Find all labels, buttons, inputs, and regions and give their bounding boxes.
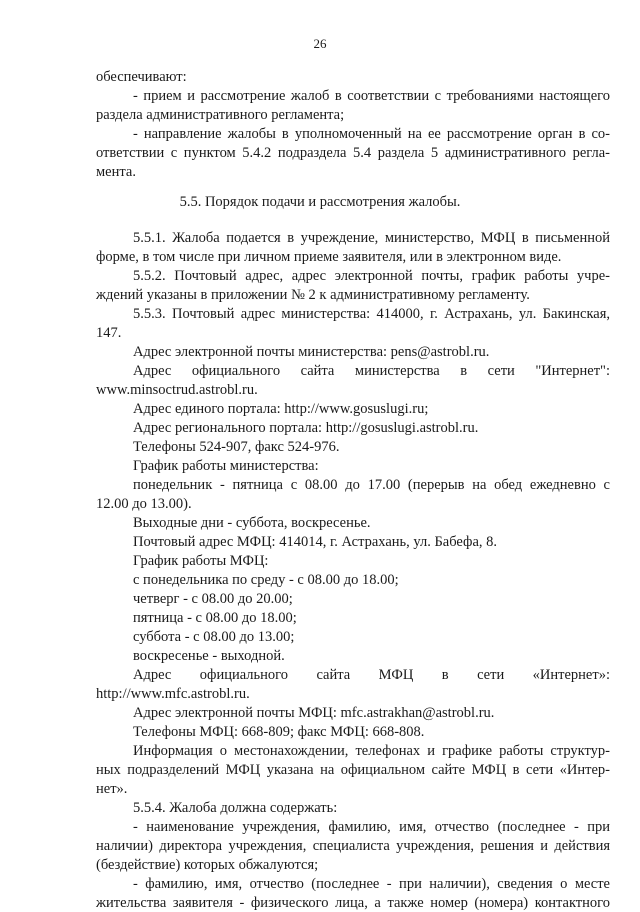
text-line: 147. <box>96 325 122 341</box>
text-line: 5.5.4. Жалоба должна содержать: <box>133 800 338 816</box>
text-line: График работы министерства: <box>133 458 319 474</box>
section-heading: 5.5. Порядок подачи и рассмотрения жалобы. <box>179 194 461 210</box>
text-line: 5.5.3. Почтовый адрес министерства: 414000, г. Астрахань, ул. Бакинская, <box>133 306 610 322</box>
text-line: обеспечивают: <box>96 69 187 85</box>
text-line: суббота - с 08.00 до 13.00; <box>133 629 295 645</box>
text-line: нет». <box>96 781 128 797</box>
text-line: понедельник - пятница с 08.00 до 17.00 (перерыв на обед ежедневно с <box>133 477 610 493</box>
text-line: - фамилию, имя, отчество (последнее - при наличии), сведения о месте <box>133 876 610 892</box>
text-line: Почтовый адрес МФЦ: 414014, г. Астрахань, ул. Бабефа, 8. <box>133 534 498 550</box>
text-line: Адрес официального сайта министерства в сети "Интернет": <box>133 363 610 379</box>
text-line: www.minsoctrud.astrobl.ru. <box>96 382 258 398</box>
text-line: Телефоны 524-907, факс 524-976. <box>133 439 340 455</box>
text-line: - направление жалобы в уполномоченный на ее рассмотрение орган в со- <box>133 126 610 142</box>
text-line: График работы МФЦ: <box>133 553 269 569</box>
text-line: Адрес электронной почты министерства: pens@astrobl.ru. <box>133 344 490 360</box>
text-line: - прием и рассмотрение жалоб в соответствии с требованиями настоящего <box>133 88 610 104</box>
text-line: Адрес электронной почты МФЦ: mfc.astrakhan@astrobl.ru. <box>133 705 495 721</box>
text-line: ных подразделений МФЦ указана на официальном сайте МФЦ в сети «Интер- <box>96 762 610 778</box>
page-number: 26 <box>313 36 327 51</box>
text-line: форме, в том числе при личном приеме заявителя, или в электронном виде. <box>96 249 562 265</box>
text-line: четверг - с 08.00 до 20.00; <box>133 591 293 607</box>
text-line: наличии) директора учреждения, специалиста учреждения, решения и действия <box>96 838 610 854</box>
text-line: ответствии с пунктом 5.4.2 подраздела 5.4 раздела 5 административного регла- <box>96 145 610 161</box>
text-line: (бездействие) которых обжалуются; <box>96 857 319 873</box>
text-line: пятница - с 08.00 до 18.00; <box>133 610 297 626</box>
text-line: Адрес единого портала: http://www.gosuslugi.ru; <box>133 401 429 417</box>
text-line: раздела административного регламента; <box>96 107 345 123</box>
text-line: - наименование учреждения, фамилию, имя, отчество (последнее - при <box>133 819 610 835</box>
text-line: Выходные дни - суббота, воскресенье. <box>133 515 371 531</box>
text-line: 5.5.2. Почтовый адрес, адрес электронной почты, график работы учре- <box>133 268 610 284</box>
text-line: жительства заявителя - физического лица, а также номер (номера) контактного <box>96 895 610 911</box>
text-line: Адрес регионального портала: http://gosuslugi.astrobl.ru. <box>133 420 479 436</box>
text-line: воскресенье - выходной. <box>133 648 285 664</box>
text-line: Информация о местонахождении, телефонах и графике работы структур- <box>133 743 610 759</box>
text-line: http://www.mfc.astrobl.ru. <box>96 686 250 702</box>
text-line: 5.5.1. Жалоба подается в учреждение, министерство, МФЦ в письменной <box>133 230 610 246</box>
text-line: ждений указаны в приложении № 2 к административному регламенту. <box>96 287 530 303</box>
text-line: мента. <box>96 164 136 180</box>
text-line: 12.00 до 13.00). <box>96 496 192 512</box>
text-line: с понедельника по среду - с 08.00 до 18.00; <box>133 572 399 588</box>
text-line: Телефоны МФЦ: 668-809; факс МФЦ: 668-808. <box>133 724 425 740</box>
text-line: Адрес официального сайта МФЦ в сети «Интернет»: <box>133 667 610 683</box>
